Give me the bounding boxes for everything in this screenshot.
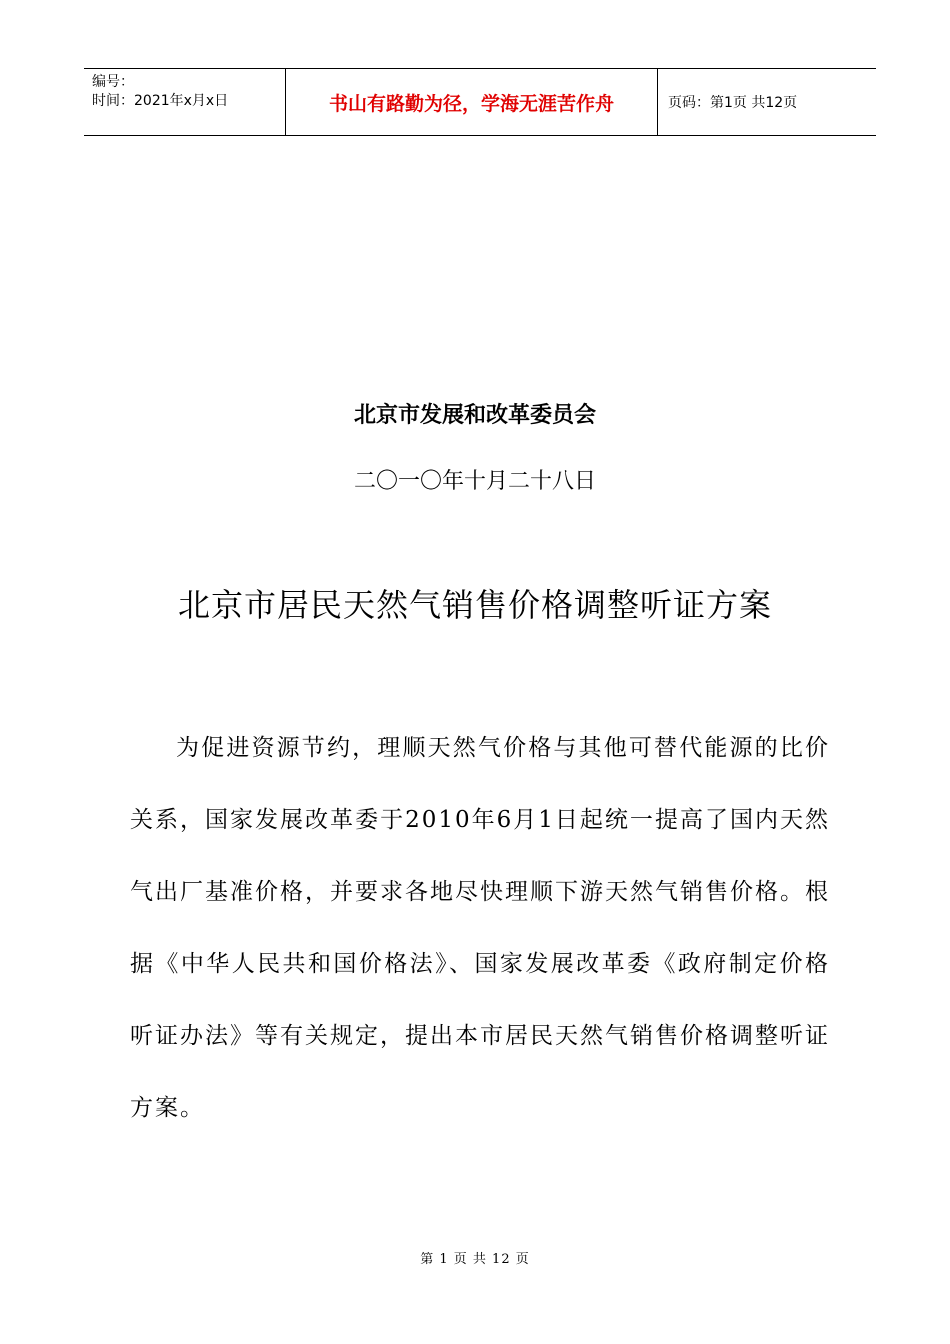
document-header — [84, 68, 876, 136]
number-label: 编号： — [92, 74, 134, 90]
header-motto: 书山有路勤为径，学海无涯苦作舟 — [286, 69, 658, 135]
issue-date: 二〇一〇年十月二十八日 — [353, 469, 596, 494]
intro-paragraph: 为促进资源节约，理顺天然气价格与其他可替代能源的比价关系，国家发展改革委于2010年6月1日起统一提高了国内天然气出厂基准价格，并要求各地尽快理顺下游天然气销售价格。根据《中华人民共和国价格法》、国家发展改革委《政府制定价格听证办法》等有关规定，提出本市居民天然气销售价格调整听证方案。 — [130, 735, 830, 1121]
header-page-info: 页码：第1页 共12页 — [668, 95, 798, 111]
document-title: 北京市居民天然气销售价格调整听证方案 — [177, 586, 772, 624]
issuing-organization: 北京市发展和改革委员会 — [353, 403, 596, 428]
header-meta — [84, 69, 286, 135]
page-footer: 第 1 页 共 12 页 — [420, 1252, 530, 1267]
time-line: 时间：2021年x月x日 — [92, 93, 229, 109]
